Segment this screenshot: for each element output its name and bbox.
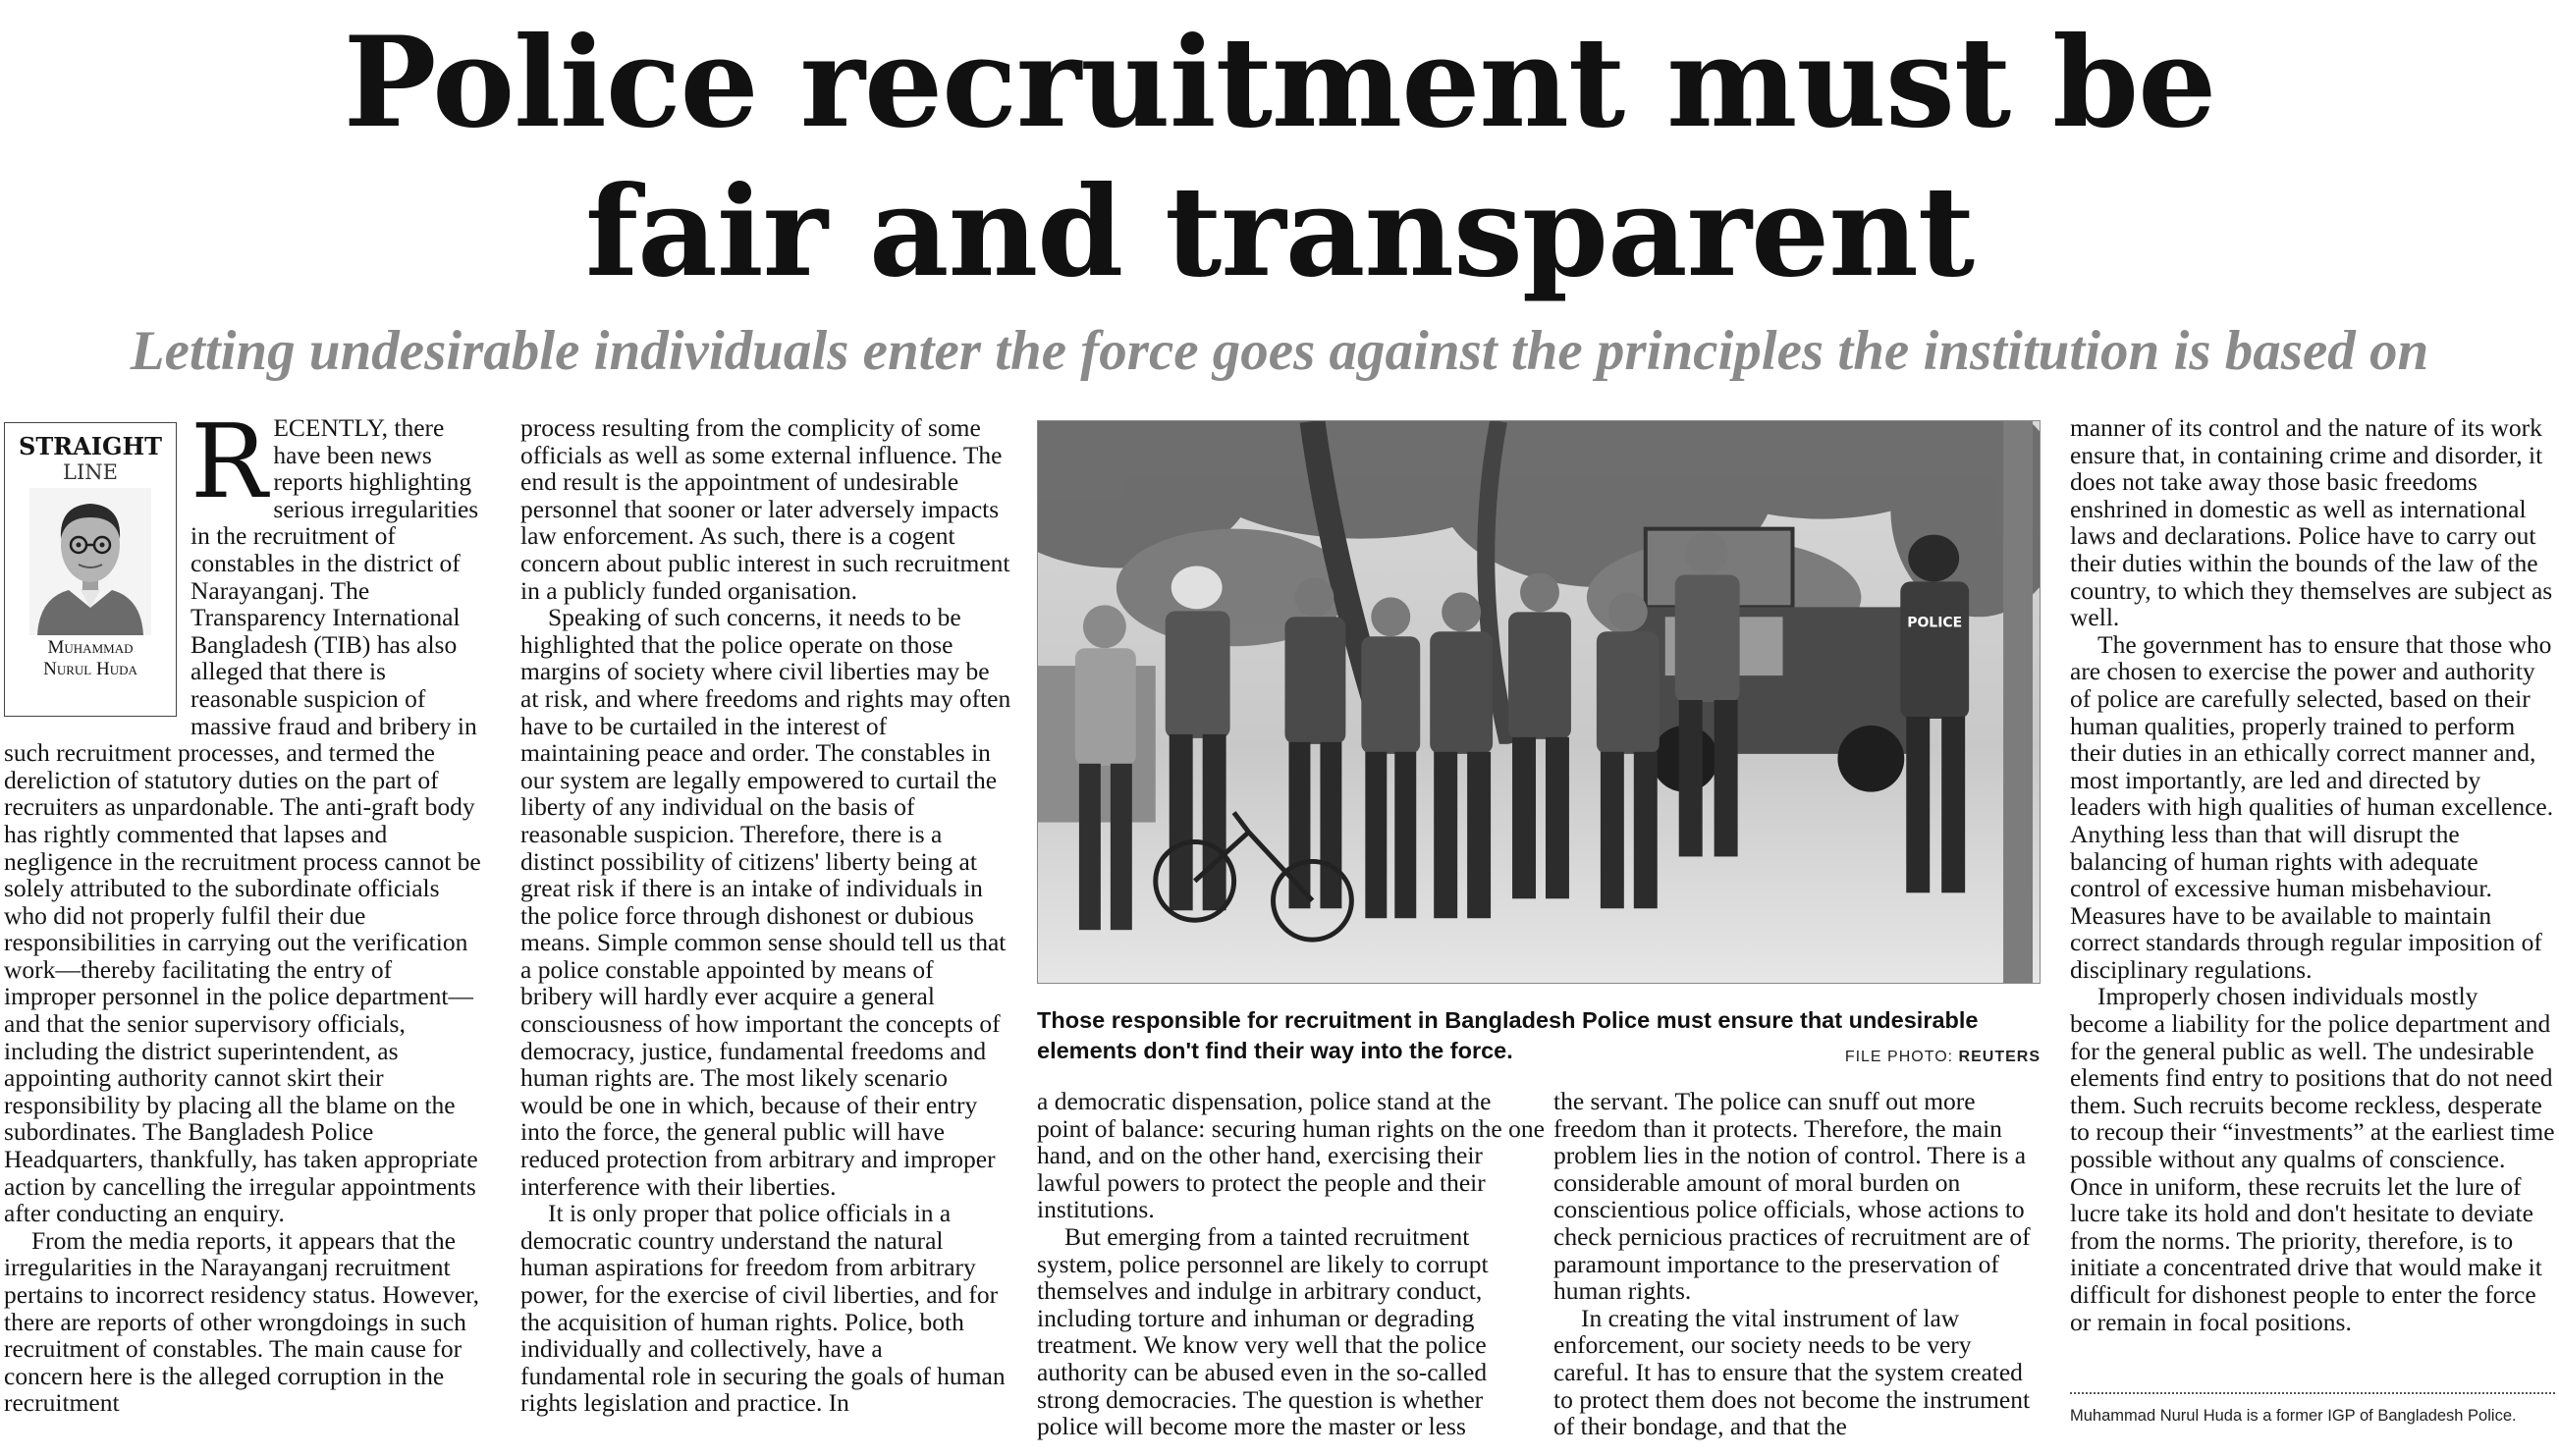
author-bio: Muhammad Nurul Huda is a former IGP of Bangladesh Police. bbox=[2070, 1407, 2517, 1425]
photo-caption: Those responsible for recruitment in Bangladesh Police must ensure that undesirable elements don't find their way into the force. bbox=[1037, 1007, 1979, 1063]
author-name-line-2: Nurul Huda bbox=[43, 659, 137, 679]
article-paragraph: manner of its control and the nature of its work ensure that, in containing crime and disorder, it does not take away those basic freedoms enshrined in domestic as well as international laws and declarations. Police have to carry out their duties within the bounds of the law of the country, to which they themselves are subject as well. bbox=[2070, 413, 2553, 632]
author-portrait bbox=[29, 488, 151, 635]
author-name-line-1: Muhammad bbox=[47, 637, 134, 658]
article-column-3 bbox=[1037, 1088, 1548, 1440]
columnist-box bbox=[4, 422, 177, 717]
article-paragraph: a democratic dispensation, police stand at the point of balance: securing human rights on the one hand, and on the other hand, exercising their lawful powers to protect the people and their institutions. bbox=[1037, 1087, 1545, 1224]
article-column-1 bbox=[4, 402, 485, 1418]
vest-police-label: POLICE bbox=[1907, 615, 1963, 631]
article-paragraph: But emerging from a tainted recruitment system, police personnel are likely to corrupt themselves and indulge in arbitrary conduct, including torture and inhuman or degrading treatment. We know very well that the police authority can be abused even in the so-called strong democracies. The question is whether police will become more the master or less bbox=[1037, 1221, 1489, 1441]
photo-credit-prefix: FILE PHOTO: bbox=[1844, 1049, 1959, 1065]
article-column-4 bbox=[1553, 1088, 2044, 1440]
photo-credit-source: REUTERS bbox=[1958, 1049, 2041, 1065]
article-paragraph: the servant. The police can snuff out more freedom than it protects. Therefore, the main problem lies in the notion of control. There is a considerable amount of moral burden on conscientious police officials, whose actions to check pernicious practices of recruitment are of paramount importance to the preservation of human rights. bbox=[1553, 1087, 2031, 1306]
photo-credit bbox=[1845, 1049, 2041, 1066]
column-kicker-sub: LINE bbox=[63, 460, 118, 484]
headline-line-2: fair and transparent bbox=[584, 159, 1975, 304]
article-paragraph: process resulting from the complicity of some officials as well as some external influence. The end result is the appointment of undesirable personnel that sooner or later adversely impacts law enforcement. As such, there is a cogent concern about public interest in such recruitment in a publicly funded organisation. bbox=[520, 413, 1010, 605]
article-paragraph: It is only proper that police officials in a democratic country understand the natural human aspirations for freedom from arbitrary power, for the exercise of civil liberties, and for the acquisition of human rights. Police, both individually and collectively, have a fundamental role in securing the goals of human rights legislation and practice. In bbox=[520, 1199, 1006, 1418]
article-paragraph: In creating the vital instrument of law enforcement, our society needs to be very careful. It has to ensure that the system created to protect them does not become the instrument of their bondage, and that the bbox=[1553, 1303, 2031, 1441]
bio-divider bbox=[2070, 1392, 2555, 1394]
article-paragraph: Speaking of such concerns, it needs to be highlighted that the police operate on those margins of society where civil liberties may be at risk, and where freedoms and rights may often have to be curtailed in the interest of maintaining peace and order. The constables in our system are legally empowered to curtail the liberty of any individual on the basis of reasonable suspicion. Therefore, there is a distinct possibility of citizens' liberty being at great risk if there is an intake of individuals in the police force through dishonest or dubious means. Simple common sense should tell us that a police constable appointed by means of bribery will hardly ever acquire a general consciousness of how important the concepts of democracy, justice, fundamental freedoms and human rights are. The most likely scenario would be one in which, because of their entry into the force, the general public will have reduced protection from arbitrary and improper interference with their liberties. bbox=[520, 603, 1011, 1201]
article-column-5 bbox=[2070, 414, 2555, 1335]
headline bbox=[0, 8, 2559, 306]
article-paragraph: The government has to ensure that those who are chosen to exercise the power and authority of police are carefully selected, based on their human qualities, properly trained to perform their duties in an ethically correct manner and, most importantly, are led and directed by leaders with high qualities of human excellence. Anything less than that will disrupt the balancing of human rights with adequate control of excessive human misbehaviour. Measures have to be available to maintain correct standards through regular imposition of disciplinary regulations. bbox=[2070, 629, 2554, 984]
column-kicker: STRAIGHT bbox=[18, 432, 162, 460]
article-text: ECENTLY, there have been news reports highlighting serious irregularities in the recruitment of constables in the district of Narayanganj. The Transparency International Bangladesh (TIB) has also alleged that there is reasonable suspicion of massive fraud and bribery in such recruitment processes, and termed the dereliction of statutory duties on the part of recruiters as unpardonable. The anti-graft body has rightly commented that lapses and negligence in the recruitment process cannot be solely attributed to the subordinate officials who did not properly fulfil their due responsibilities in carrying out the verification work—thereby facilitating the entry of improper personnel in the police department—and that the senior supervisory officials, including the district superintendent, as appointing authority cannot skirt their responsibility by placing all the blame on the subordinates. The Bangladesh Police Headquarters, thankfully, has taken appropriate action by cancelling the irregular appointments after conducting an enquiry. bbox=[4, 413, 481, 1228]
subheadline: Letting undesirable individuals enter the force goes against the principles the institution is based on bbox=[130, 320, 2429, 382]
article-paragraph: From the media reports, it appears that the irregularities in the Narayanganj recruitment pertains to incorrect residency status. However, there are reports of other wrongdoings in such recruitment of constables. The main cause for concern here is the alleged corruption in the recruitment bbox=[4, 1225, 480, 1418]
drop-cap: R bbox=[191, 402, 268, 521]
article-column-2 bbox=[520, 414, 1011, 1417]
news-photo bbox=[1037, 420, 2041, 984]
article-paragraph: Improperly chosen individuals mostly become a liability for the police department and for the general public as well. The undesirable elements find entry to positions that do not need them. Such recruits become reckless, desperate to recoup their “investments” at the earliest time possible without any qualms of conscience. Once in uniform, these recruits let the lure of lucre take its hold and don't hesitate to deviate from the norms. The priority, therefore, is to initiate a concentrated drive that would make it difficult for dishonest people to enter the force or remain in focal positions. bbox=[2070, 982, 2555, 1336]
headline-line-1: Police recruitment must be bbox=[343, 10, 2216, 155]
